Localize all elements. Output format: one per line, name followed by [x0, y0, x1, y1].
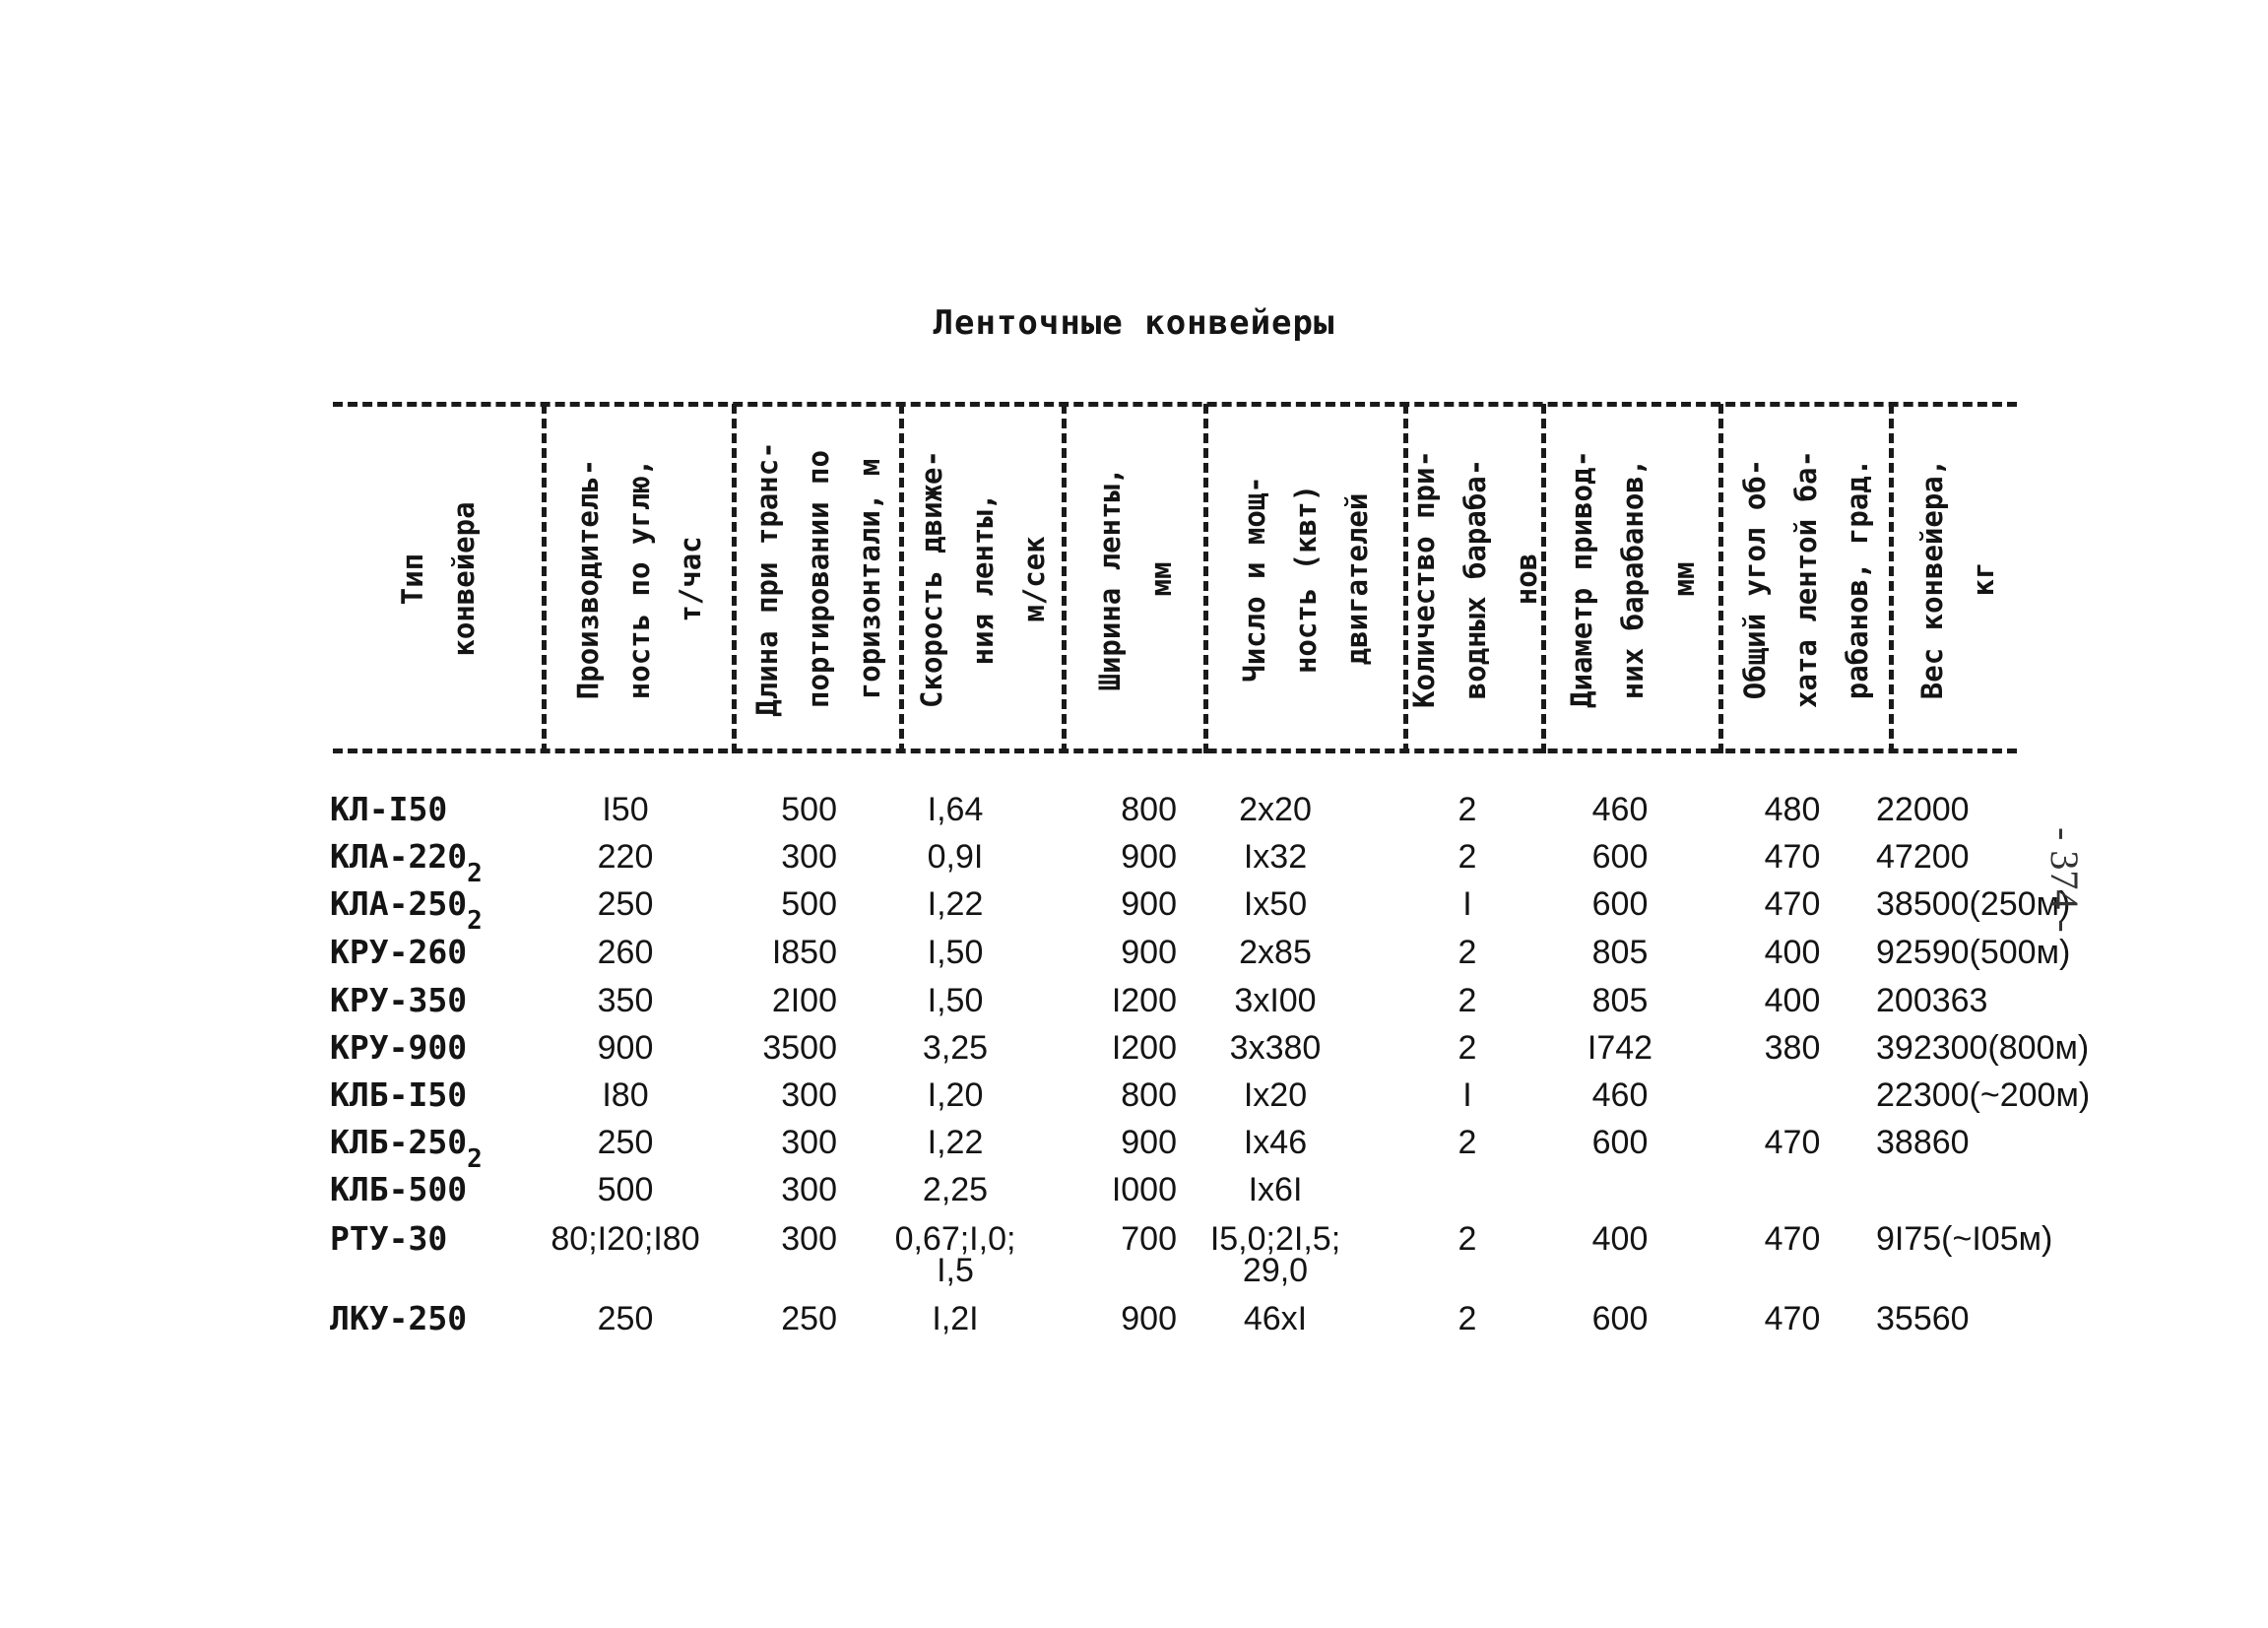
subscript: 2	[467, 906, 483, 936]
header-length: Длина при транс- портировании по горизонтали, м	[749, 440, 886, 717]
wrap-angle-cell: 470	[1764, 885, 1821, 923]
speed-cell: I,50	[927, 982, 984, 1019]
productivity-cell: I50	[602, 791, 649, 828]
productivity-cell: I80	[602, 1076, 649, 1114]
motors-cell: Ix32	[1243, 838, 1308, 876]
drum-diameter-cell: 805	[1591, 982, 1649, 1019]
length-cell: 300	[781, 838, 837, 876]
productivity-cell: 350	[597, 982, 654, 1019]
drum-count-cell: 2	[1458, 982, 1477, 1019]
weight-cell: 22300(~200м)	[1876, 1076, 2091, 1114]
drum-diameter-cell: 805	[1591, 934, 1649, 971]
weight-cell: 200363	[1876, 982, 1988, 1019]
length-cell: 500	[781, 885, 837, 923]
length-cell: 300	[781, 1171, 837, 1208]
drum-count-cell: 2	[1458, 934, 1477, 971]
length-cell: 250	[781, 1300, 837, 1337]
length-cell: 2I00	[771, 982, 837, 1019]
conveyor-type-cell: КРУ-900	[330, 1028, 468, 1067]
drum-count-cell: 2	[1458, 1300, 1477, 1337]
conveyor-type-cell: КЛБ-$250_2$	[330, 1123, 483, 1174]
speed-cell: I,20	[927, 1076, 984, 1114]
drum-diameter-cell: 600	[1591, 885, 1649, 923]
drum-diameter-cell: 460	[1591, 1076, 1649, 1114]
page-number: - 374 -	[2042, 827, 2087, 933]
drum-count-cell: I	[1462, 1076, 1472, 1114]
speed-cell: 3,25	[922, 1029, 989, 1067]
speed-cell: I,50	[927, 934, 984, 971]
weight-cell: 92590(500м)	[1876, 934, 2071, 971]
drum-diameter-cell: 600	[1591, 1300, 1649, 1337]
weight-cell: 9I75(~I05м)	[1876, 1220, 2053, 1258]
speed-cell: I,22	[927, 885, 984, 923]
conveyor-type-cell: КРУ-260	[330, 933, 468, 971]
header-drum-count: Количество при- водных бараба- нов	[1406, 449, 1543, 708]
subscript: 2	[467, 859, 483, 888]
drum-diameter-cell: 460	[1591, 791, 1649, 828]
motors-cell: 2x85	[1239, 934, 1312, 971]
drum-count-cell: 2	[1458, 1029, 1477, 1067]
productivity-cell: 80;I20;I80	[551, 1220, 700, 1258]
weight-cell: 38500(250м)	[1876, 885, 2071, 923]
wrap-angle-cell: 470	[1764, 1124, 1821, 1161]
wrap-angle-cell: 470	[1764, 1220, 1821, 1258]
belt-width-cell: 900	[1121, 1124, 1177, 1161]
length-cell: 3500	[762, 1029, 837, 1067]
motors-cell: Ix46	[1243, 1124, 1308, 1161]
wrap-angle-cell: 470	[1764, 1300, 1821, 1337]
conveyor-type-cell: ЛКУ-250	[330, 1299, 468, 1337]
motors-cell: I5,0;2I,5; 29,0	[1209, 1220, 1341, 1289]
drum-diameter-cell: 600	[1591, 1124, 1649, 1161]
weight-cell: 392300(800м)	[1876, 1029, 2090, 1067]
belt-width-cell: 700	[1121, 1220, 1177, 1258]
belt-width-cell: 900	[1121, 934, 1177, 971]
productivity-cell: 500	[597, 1171, 654, 1208]
speed-cell: 2,25	[922, 1171, 989, 1208]
wrap-angle-cell: 400	[1764, 934, 1821, 971]
drum-diameter-cell: I742	[1587, 1029, 1653, 1067]
productivity-cell: 220	[597, 838, 654, 876]
productivity-cell: 260	[597, 934, 654, 971]
motors-cell: 46xI	[1243, 1300, 1308, 1337]
belt-width-cell: 900	[1121, 838, 1177, 876]
drum-count-cell: 2	[1458, 838, 1477, 876]
length-cell: 500	[781, 791, 837, 828]
productivity-cell: 250	[597, 1124, 654, 1161]
wrap-angle-cell: 380	[1764, 1029, 1821, 1067]
length-cell: I850	[771, 934, 837, 971]
header-type: Тип конвейера	[396, 500, 481, 657]
speed-cell: I,2I	[932, 1300, 979, 1337]
motors-cell: 3xI00	[1234, 982, 1317, 1019]
weight-cell: 22000	[1876, 791, 1970, 828]
weight-cell: 38860	[1876, 1124, 1970, 1161]
conveyor-type-cell: КЛБ-500	[330, 1170, 468, 1208]
belt-width-cell: 800	[1121, 1076, 1177, 1114]
page-title: Ленточные конвейеры	[933, 303, 1335, 343]
motors-cell: Ix50	[1243, 885, 1308, 923]
productivity-cell: 900	[597, 1029, 654, 1067]
drum-count-cell: 2	[1458, 1124, 1477, 1161]
header-productivity: Производитель- ность по углю, т/час	[571, 458, 707, 699]
speed-cell: 0,67;I,0; I,5	[894, 1220, 1016, 1289]
motors-cell: Ix20	[1243, 1076, 1308, 1114]
speed-cell: 0,9I	[927, 838, 984, 876]
belt-width-cell: 900	[1121, 1300, 1177, 1337]
conveyor-type-cell: РТУ-30	[330, 1219, 448, 1258]
drum-diameter-cell: 600	[1591, 838, 1649, 876]
motors-cell: Ix6I	[1248, 1171, 1303, 1208]
belt-width-cell: 900	[1121, 885, 1177, 923]
speed-cell: I,22	[927, 1124, 984, 1161]
conveyor-type-cell: КЛ-I50	[330, 790, 448, 828]
subscript: 2	[467, 1144, 483, 1174]
header-top-rule	[333, 402, 2017, 407]
speed-cell: I,64	[927, 791, 984, 828]
length-cell: 300	[781, 1076, 837, 1114]
motors-cell: 3x380	[1229, 1029, 1322, 1067]
drum-count-cell: I	[1462, 885, 1472, 923]
drum-diameter-cell: 400	[1591, 1220, 1649, 1258]
productivity-cell: 250	[597, 885, 654, 923]
header-motors: Число и мощ- ность (квт) двигателей	[1238, 475, 1374, 683]
header-bottom-rule	[333, 749, 2017, 753]
header-wrap-angle: Общий угол об- хата лентой ба- рабанов, град.	[1738, 449, 1874, 708]
drum-count-cell: 2	[1458, 1220, 1477, 1258]
drum-count-cell: 2	[1458, 791, 1477, 828]
conveyor-type-cell: КЛА-$220_2$	[330, 837, 483, 888]
length-cell: 300	[781, 1124, 837, 1161]
wrap-angle-cell: 400	[1764, 982, 1821, 1019]
conveyor-type-cell: КЛА-$250_2$	[330, 884, 483, 936]
header-belt-width: Ширина ленты, мм	[1092, 467, 1178, 690]
belt-width-cell: I200	[1111, 982, 1177, 1019]
belt-width-cell: 800	[1121, 791, 1177, 828]
conveyor-type-cell: КЛБ-I50	[330, 1075, 468, 1114]
header-speed: Скорость движе- ния ленты, м/сек	[915, 449, 1051, 708]
wrap-angle-cell: 470	[1764, 838, 1821, 876]
weight-cell: 47200	[1876, 838, 1970, 876]
belt-width-cell: I000	[1111, 1171, 1177, 1208]
wrap-angle-cell: 480	[1764, 791, 1821, 828]
productivity-cell: 250	[597, 1300, 654, 1337]
length-cell: 300	[781, 1220, 837, 1258]
header-weight: Вес конвейера, кг	[1915, 458, 2000, 699]
motors-cell: 2x20	[1239, 791, 1312, 828]
conveyor-type-cell: КРУ-350	[330, 981, 468, 1019]
weight-cell: 35560	[1876, 1300, 1970, 1337]
belt-width-cell: I200	[1111, 1029, 1177, 1067]
header-drum-diameter: Диаметр привод- них барабанов, мм	[1564, 449, 1701, 708]
